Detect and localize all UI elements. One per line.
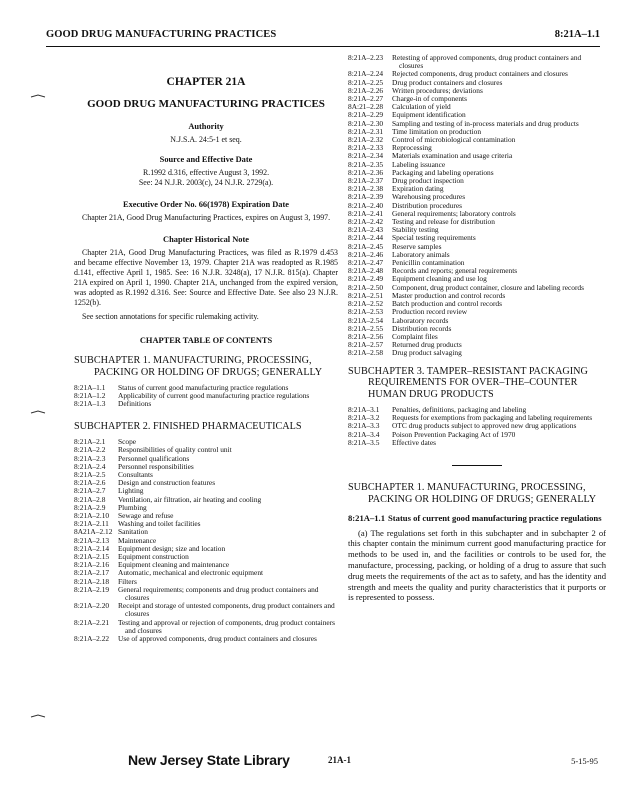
toc-entry <box>348 226 606 234</box>
subchapter-1-heading: SUBCHAPTER 1. MANUFACTURING, PROCESSING, PACKING OR HOLDING OF DRUGS; GENERALLY <box>74 355 323 378</box>
chapter-title: GOOD DRUG MANUFACTURING PRACTICES <box>87 98 325 110</box>
header-title: GOOD DRUG MANUFACTURING PRACTICES <box>46 29 277 40</box>
toc-entry-number: 8:21A–2.43 <box>348 225 384 235</box>
subchapter-3-list <box>348 406 606 447</box>
source-line-2: See: 24 N.J.R. 2003(c), 24 N.J.R. 2729(a). <box>138 178 274 187</box>
toc-entry <box>74 602 338 618</box>
section-title: Status of current good manufacturing practice regulations <box>388 513 602 524</box>
toc-entry-number: 8:21A–2.46 <box>348 249 384 259</box>
toc-entry-number: 8:21A–2.47 <box>348 258 384 268</box>
toc-entry-title: Automatic, mechanical and electronic equipment <box>118 568 264 578</box>
history-heading: Chapter Historical Note <box>163 235 249 244</box>
toc-entry-title: Receipt and storage of untested components, drug product containers and closures <box>118 601 335 619</box>
toc-entry-number: 8:21A–2.5 <box>74 469 106 479</box>
margin-mark <box>30 92 46 100</box>
toc-entry-title: Equipment construction <box>118 551 189 561</box>
toc-entry-title: Batch production and control records <box>392 299 503 309</box>
toc-entry-number: 8:21A–2.4 <box>74 461 106 471</box>
toc-entry-number: 8:21A–2.32 <box>348 135 384 145</box>
authority-text: N.J.S.A. 24:5-1 et seq. <box>170 135 242 144</box>
toc-entry-number: 8:21A–2.42 <box>348 217 384 227</box>
toc-entry <box>348 431 606 439</box>
toc-entry-title: Plumbing <box>118 502 147 512</box>
toc-entry-title: Sanitation <box>118 527 148 537</box>
toc-entry-title: Equipment cleaning and maintenance <box>118 560 230 570</box>
toc-entry-title: Warehousing procedures <box>392 192 466 202</box>
library-stamp: New Jersey State Library <box>128 752 290 768</box>
toc-entry-title: Requests for exemptions from packaging and labeling requirements <box>392 413 593 423</box>
toc-entry-number: 8:21A–2.58 <box>348 348 384 358</box>
toc-entry-title: Distribution records <box>392 323 452 333</box>
toc-entry-title: Reserve samples <box>392 241 442 251</box>
toc-entry <box>348 333 606 341</box>
toc-entry <box>348 234 606 242</box>
chapter-number: CHAPTER 21A <box>166 76 246 88</box>
toc-entry-number: 8:21A–2.10 <box>74 510 110 520</box>
toc-entry-number: 8:21A–2.9 <box>74 502 106 512</box>
exec-order-heading: Executive Order No. 66(1978) Expiration Date <box>123 200 289 209</box>
toc-entry <box>348 243 606 251</box>
toc-entry-title: Returned drug products <box>392 340 462 350</box>
toc-entry <box>74 479 338 487</box>
toc-entry-title: Testing and approval or rejection of components, drug product containers and closures <box>118 617 336 635</box>
toc-entry-title: Consultants <box>118 469 153 479</box>
section-number: 8:21A–1.1 <box>348 513 385 524</box>
divider <box>452 465 502 466</box>
toc-entry-title: Records and reports; general requirements <box>392 266 518 276</box>
toc-entry-title: Production record review <box>392 307 468 317</box>
toc-entry-title: Drug product inspection <box>392 176 464 186</box>
toc-entry-title: Sampling and testing of in-process materials and drug products <box>392 118 579 128</box>
toc-entry-title: Calculation of yield <box>392 102 451 112</box>
footer <box>0 752 618 772</box>
toc-entry-title: Maintenance <box>118 535 157 545</box>
toc-entry-title: Penalties, definitions, packaging and labeling <box>392 405 527 415</box>
toc-entry <box>348 177 606 185</box>
toc-entry-number: 8:21A–2.27 <box>348 94 384 104</box>
subchapter-2-list <box>74 438 338 643</box>
toc-entry-title: Poison Prevention Packaging Act of 1970 <box>392 429 516 439</box>
toc-entry-number: 8:21A–2.19 <box>74 584 110 594</box>
margin-mark <box>30 408 46 416</box>
toc-entry-title: Definitions <box>118 399 152 409</box>
toc-entry-number: 8:21A–2.7 <box>74 486 106 496</box>
toc-entry-title: Use of approved components, drug product containers and closures <box>118 633 317 643</box>
toc-entry <box>74 520 338 528</box>
toc-entry-title: Charge-in of components <box>392 94 467 104</box>
toc-entry-number: 8:21A–2.56 <box>348 331 384 341</box>
toc-entry <box>348 218 606 226</box>
toc-entry-title: Personnel qualifications <box>118 453 190 463</box>
toc-entry-title: Retesting of approved components, drug product containers and closures <box>392 53 582 71</box>
toc-entry-title: Equipment identification <box>392 110 466 120</box>
toc-entry <box>74 586 338 602</box>
toc-entry-title: Washing and toilet facilities <box>118 519 201 529</box>
toc-entry <box>348 308 606 316</box>
toc-entry-title: Drug product containers and closures <box>392 77 503 87</box>
section-heading <box>348 513 606 524</box>
header-section: 8:21A–1.1 <box>554 29 600 40</box>
subchapter-1-body-heading: SUBCHAPTER 1. MANUFACTURING, PROCESSING, PACKING OR HOLDING OF DRUGS; GENERALLY <box>348 482 597 505</box>
toc-entry <box>348 185 606 193</box>
toc-entry-title: Complaint files <box>392 331 438 341</box>
toc-entry-title: Special testing requirements <box>392 233 476 243</box>
toc-entry-number: 8:21A–2.45 <box>348 241 384 251</box>
annotations-note: See section annotations for specific rulemaking activity. <box>82 312 259 321</box>
toc-entry-title: Filters <box>118 576 137 586</box>
toc-entry-title: OTC drug products subject to approved new drug applications <box>392 421 577 431</box>
toc-entry-number: 8:21A–2.16 <box>74 560 110 570</box>
toc-entry-number: 8:21A–2.33 <box>348 143 384 153</box>
subchapter-2-heading: SUBCHAPTER 2. FINISHED PHARMACEUTICALS <box>74 420 302 432</box>
toc-entry-number: 8:21A–2.20 <box>74 601 110 611</box>
toc-entry <box>348 152 606 160</box>
toc-entry-title: Scope <box>118 437 137 447</box>
toc-entry-number: 8:21A–1.3 <box>74 399 106 409</box>
toc-entry-title: Expiration dating <box>392 184 444 194</box>
left-column <box>74 54 338 643</box>
toc-entry <box>74 496 338 504</box>
toc-entry-number: 8:21A–2.54 <box>348 315 384 325</box>
toc-entry <box>348 103 606 111</box>
toc-entry <box>74 463 338 471</box>
toc-entry-title: Applicability of current good manufacturing practice regulations <box>118 391 310 401</box>
toc-entry <box>348 317 606 325</box>
toc-entry-number: 8:21A–2.55 <box>348 323 384 333</box>
toc-entry-number: 8:21A–2.48 <box>348 266 384 276</box>
toc-entry-number: 8:21A–2.21 <box>74 617 110 627</box>
toc-entry-number: 8:21A–2.26 <box>348 85 384 95</box>
toc-entry-title: Status of current good manufacturing practice regulations <box>118 383 289 392</box>
toc-entry-number: 8:21A–2.17 <box>74 568 110 578</box>
authority-heading: Authority <box>188 122 224 131</box>
toc-entry-number: 8:21A–2.39 <box>348 192 384 202</box>
toc-entry-title: Ventilation, air filtration, air heating and cooling <box>118 494 262 504</box>
toc-entry-number: 8:21A–2.38 <box>348 184 384 194</box>
toc-entry-title: Design and construction features <box>118 478 216 488</box>
toc-entry <box>74 569 338 577</box>
margin-mark <box>30 712 46 720</box>
toc-entry <box>74 446 338 454</box>
toc-entry <box>74 400 338 408</box>
toc-entry <box>348 193 606 201</box>
subchapter-2-list-continued <box>348 54 606 358</box>
toc-entry-title: Stability testing <box>392 225 439 235</box>
toc-entry-number: 8A:21–2.28 <box>348 102 384 112</box>
toc-entry-number: 8:21A–2.2 <box>74 445 106 455</box>
toc-entry <box>348 169 606 177</box>
toc-entry-title: Labeling issuance <box>392 159 446 169</box>
source-heading: Source and Effective Date <box>159 155 253 164</box>
toc-entry <box>74 635 338 643</box>
toc-entry-title: Responsibilities of quality control unit <box>118 445 232 455</box>
toc-entry-title: Written procedures; deviations <box>392 85 483 95</box>
toc-entry-title: Component, drug product container, closure and labeling records <box>392 282 585 292</box>
toc-entry <box>74 619 338 635</box>
toc-entry <box>74 512 338 520</box>
toc-entry-title: General requirements; components and drug product containers and closures <box>118 584 319 602</box>
toc-entry-number: 8:21A–2.49 <box>348 274 384 284</box>
right-column <box>348 54 606 603</box>
toc-entry-number: 8:21A–1.1 <box>74 383 106 392</box>
toc-entry-number: 8:21A–2.35 <box>348 159 384 169</box>
toc-entry-number: 8:21A–2.8 <box>74 494 106 504</box>
toc-entry <box>348 95 606 103</box>
history-text: Chapter 21A, Good Drug Manufacturing Practices, was filed as R.1979 d.453 and became effective November 13, 1979. Chapter 21A was readopted as R.1985 d.141, effective April 1, 1985. See: 16 N.J.R. 3248(a), 17 N.J.R. 815(a). Chapter 21A expired on April 1, 1990. Chapter 21A, unchanged from the expired version, was adopted as R.1992 d.316. See: Source and Effective Date. See also 23 N.J.R. 1252(b). <box>74 248 338 307</box>
toc-entry-number: 8:21A–2.11 <box>74 519 109 529</box>
toc-entry-number: 8:21A–2.1 <box>74 437 106 447</box>
exec-order-text: Chapter 21A, Good Drug Manufacturing Practices, expires on August 3, 1997. <box>82 213 331 222</box>
toc-entry-title: Testing and release for distribution <box>392 217 495 227</box>
toc-entry <box>348 325 606 333</box>
toc-entry <box>348 136 606 144</box>
toc-entry <box>348 54 606 70</box>
toc-entry-number: 8:21A–2.3 <box>74 453 106 463</box>
toc-entry-number: 8:21A–2.13 <box>74 535 110 545</box>
toc-entry-number: 8:21A–2.31 <box>348 126 384 136</box>
toc-entry-number: 8:21A–2.51 <box>348 290 384 300</box>
toc-entry-title: Materials examination and usage criteria <box>392 151 513 161</box>
toc-entry-number: 8:21A–2.15 <box>74 551 110 561</box>
toc-entry <box>74 455 338 463</box>
toc-entry <box>74 545 338 553</box>
toc-entry-number: 8:21A–2.41 <box>348 208 384 218</box>
toc-entry-number: 8:21A–2.24 <box>348 69 384 79</box>
toc-entry-title: Time limitation on production <box>392 126 482 136</box>
toc-entry <box>74 504 338 512</box>
toc-entry-number: 8:21A–2.57 <box>348 340 384 350</box>
toc-entry-number: 8:21A–2.22 <box>74 633 110 643</box>
supplement-date: 5-15-95 <box>571 756 598 766</box>
toc-entry <box>348 349 606 357</box>
running-header <box>46 26 600 47</box>
toc-entry-number: 8:21A–2.34 <box>348 151 384 161</box>
toc-entry-title: Reprocessing <box>392 143 432 153</box>
toc-entry-number: 8:21A–2.23 <box>348 53 384 62</box>
toc-entry-title: Equipment design; size and location <box>118 543 226 553</box>
toc-entry <box>348 87 606 95</box>
toc-entry-number: 8:21A–2.50 <box>348 282 384 292</box>
toc-entry-title: Equipment cleaning and use log <box>392 274 487 284</box>
toc-entry-title: Drug product salvaging <box>392 348 462 358</box>
toc-entry-number: 8:21A–2.6 <box>74 478 106 488</box>
toc-entry-title: General requirements; laboratory controls <box>392 208 516 218</box>
section-body: (a) The regulations set forth in this subchapter and in subchapter 2 of this chapter contain the minimum current good manufacturing practice for methods to be used in, and the facilities or controls to be used for, the manufacture, processing, packing, or holding of a drug to assure that such drug meets the requirements of the act as to safety, and has the identity and strength and meets the quality and purity characteristics that it purports or is represented to possess. <box>348 527 606 603</box>
subchapter-1-list <box>74 384 338 409</box>
toc-entry-title: Lighting <box>118 486 144 496</box>
subchapter-3-heading: SUBCHAPTER 3. TAMPER–RESISTANT PACKAGING REQUIREMENTS FOR OVER–THE–COUNTER HUMAN DRUG PRODUCTS <box>348 365 588 400</box>
toc-entry-number: 8:21A–2.14 <box>74 543 110 553</box>
toc-entry-number: 8:21A–2.37 <box>348 176 384 186</box>
toc-entry-title: Packaging and labeling operations <box>392 167 494 177</box>
toc-entry-number: 8:21A–3.1 <box>348 405 380 415</box>
toc-entry-number: 8:21A–3.2 <box>348 413 380 423</box>
toc-entry-title: Rejected components, drug product containers and closures <box>392 69 568 79</box>
toc-heading: CHAPTER TABLE OF CONTENTS <box>139 336 273 345</box>
toc-entry-title: Effective dates <box>392 437 436 447</box>
toc-entry <box>348 251 606 259</box>
toc-entry-number: 8:21A–2.29 <box>348 110 384 120</box>
toc-entry-number: 8:21A–2.40 <box>348 200 384 210</box>
toc-entry-title: Sewage and refuse <box>118 510 174 520</box>
toc-entry <box>348 341 606 349</box>
toc-entry-number: 8:21A–3.5 <box>348 437 380 447</box>
source-line-1: R.1992 d.316, effective August 3, 1992. <box>142 168 270 177</box>
toc-entry-title: Control of microbiological contamination <box>392 135 516 145</box>
toc-entry-number: 8:21A–2.53 <box>348 307 384 317</box>
toc-entry <box>74 528 338 536</box>
toc-entry-number: 8:21A–1.2 <box>74 391 106 401</box>
toc-entry-number: 8:21A–3.4 <box>348 429 380 439</box>
toc-entry <box>74 392 338 400</box>
toc-entry-number: 8A21A–2.12 <box>74 527 113 537</box>
toc-entry-title: Penicillin contamination <box>392 258 465 268</box>
toc-entry-title: Personnel responsibilities <box>118 461 194 471</box>
toc-entry-title: Laboratory animals <box>392 249 450 259</box>
toc-entry-title: Master production and control records <box>392 290 506 300</box>
toc-entry-number: 8:21A–2.25 <box>348 77 384 87</box>
toc-entry-title: Laboratory records <box>392 315 449 325</box>
toc-entry <box>348 300 606 308</box>
toc-entry-number: 8:21A–2.36 <box>348 167 384 177</box>
toc-entry-title: Distribution procedures <box>392 200 462 210</box>
toc-entry-number: 8:21A–2.52 <box>348 299 384 309</box>
toc-entry-number: 8:21A–2.18 <box>74 576 110 586</box>
toc-entry-number: 8:21A–2.44 <box>348 233 384 243</box>
toc-entry-number: 8:21A–3.3 <box>348 421 380 431</box>
toc-entry-number: 8:21A–2.30 <box>348 118 384 128</box>
toc-entry <box>348 439 606 447</box>
page-number: 21A-1 <box>328 755 351 765</box>
